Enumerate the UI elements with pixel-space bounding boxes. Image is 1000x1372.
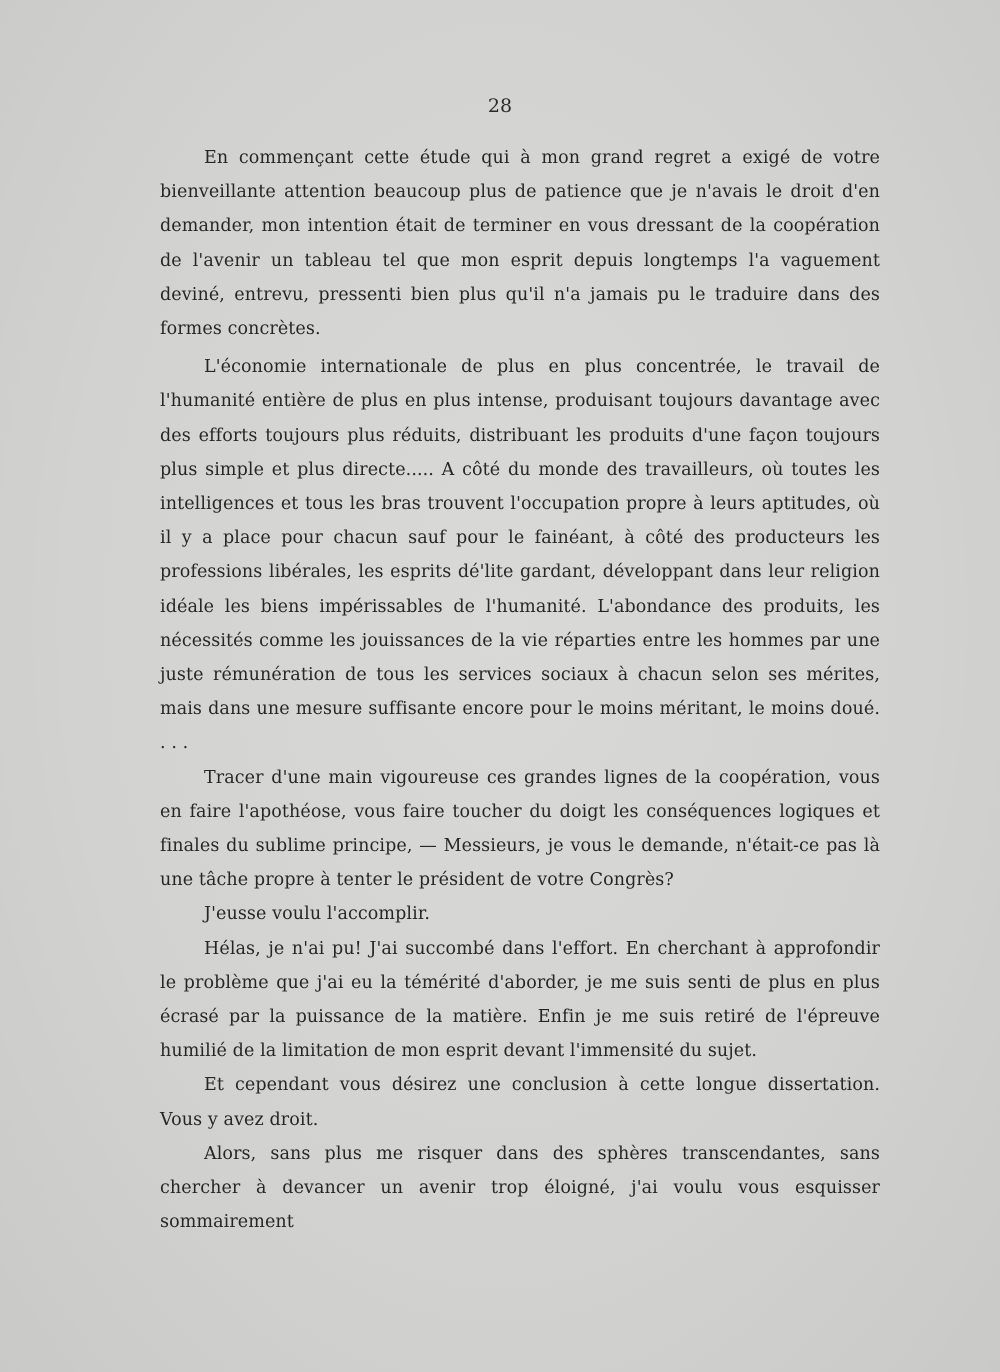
paragraph: En commençant cette étude qui à mon grand regret a exigé de votre bienveillante attention beaucoup plus de patience que je n'avais le droit d'en demander, mon intention était de terminer en vous dressant de la coopération de l'avenir un tableau tel que mon esprit depuis longtemps l'a vaguement deviné, entrevu, pressenti bien plus qu'il n'a jamais pu le traduire dans des formes concrètes. — [160, 148, 880, 340]
paragraph: Hélas, je n'ai pu! J'ai succombé dans l'effort. En cherchant à approfondir le problème que j'ai eu la témérité d'aborder, je me suis senti de plus en plus écrasé par la puissance de la matière. Enfin je me suis retiré de l'épreuve humilié de la limitation de mon esprit devant l'immensité du sujet. — [160, 938, 880, 1062]
page-number: 28 — [487, 95, 513, 117]
body-text — [160, 141, 880, 1240]
paragraph: Tracer d'une main vigoureuse ces grandes lignes de la coopération, vous en faire l'apothéose, vous faire toucher du doigt les conséquences logiques et finales du sublime principe, — Messieurs, je vous le demande, n'était-ce pas là une tâche propre à tenter le président de votre Congrès? — [160, 767, 880, 891]
paragraph: L'économie internationale de plus en plus concentrée, le travail de l'humanité entière de plus en plus intense, produisant toujours davantage avec des efforts toujours plus réduits, distribuant les produits d'une façon toujours plus simple et plus directe..... A côté du monde des travailleurs, où toutes les intelligences et tous les bras trouvent l'occupation propre à leurs aptitudes, où il y a place pour chacun sauf pour le fainéant, à côté des producteurs les professions libérales, les esprits dé'lite gardant, développant dans leur religion idéale les biens impérissables de l'humanité. L'abondance des produits, les nécessités comme les jouissances de la vie réparties entre les hommes par une juste rémunération de tous les services sociaux à chacun selon ses mérites, mais dans une mesure suffisante encore pour le moins méritant, le moins doué. . . . — [160, 357, 880, 754]
paragraph: J'eusse voulu l'accomplir. — [204, 904, 431, 925]
paragraph: Et cependant vous désirez une conclusion à cette longue dissertation. Vous y avez droit. — [160, 1075, 880, 1130]
paragraph: Alors, sans plus me risquer dans des sphères transcendantes, sans chercher à devancer un avenir trop éloigné, j'ai voulu vous esquisser sommairement — [160, 1143, 880, 1233]
